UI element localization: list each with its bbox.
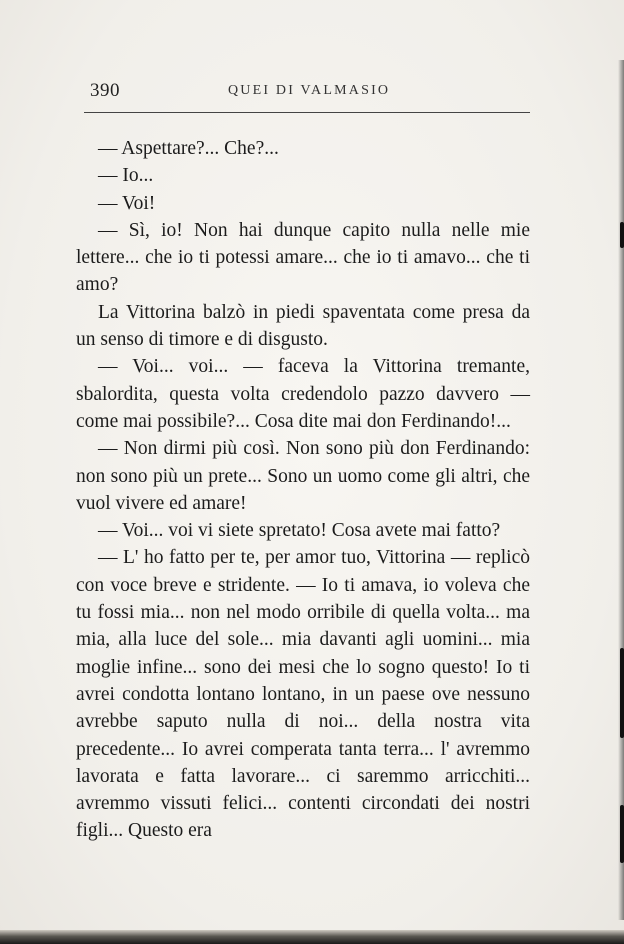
paragraph: La Vittorina balzò in piedi spaventata come presa da un senso di timore e di disgusto. xyxy=(76,301,530,351)
running-title: QUEI DI VALMASIO xyxy=(228,83,391,98)
paragraph: — Non dirmi più così. Non sono più don Ferdinando: non sono più un prete... Sono un uomo come gli altri, che vuol vivere ed amare! xyxy=(76,438,530,514)
scan-bottom-edge xyxy=(0,930,624,944)
paragraph: — Voi! xyxy=(98,192,156,214)
margin-ink-mark xyxy=(620,222,624,248)
paragraph: — Aspettare?... Che?... xyxy=(98,138,279,159)
paragraph: — L' ho fatto per te, per amor tuo, Vittorina — replicò con voce breve e stridente. — Io ti amava, io voleva che tu fossi mia... non nel modo orribile di quella volta... ma mia, alla luce del sole... mia davanti agli uomini... mia moglie infine... sono dei mesi che lo sogno questo! Io ti avrei condotta lontano lontano, in un paese ove nessuno avrebbe saputo nulla di noi... della nostra vita precedente... Io avrei comperata tanta terra... l' avremmo lavorata e fatta lavorare... ci saremmo arricchiti... avremmo vissuti felici... contenti circondati dei nostri figli... Questo era xyxy=(76,547,530,842)
paragraph: — Io... xyxy=(98,165,154,187)
paragraph: — Voi... voi vi siete spretato! Cosa avete mai fatto? xyxy=(98,520,501,542)
paragraph: — Sì, io! Non hai dunque capito nulla nelle mie lettere... che io ti potessi amare... che io ti amavo... che ti amo? xyxy=(76,219,530,296)
margin-ink-mark xyxy=(620,805,624,863)
page-header xyxy=(90,80,530,104)
page-number: 390 xyxy=(90,80,120,101)
page-edge-shadow xyxy=(618,60,624,920)
header-rule xyxy=(84,112,530,113)
paragraph: — Voi... voi... — faceva la Vittorina tremante, sbalordita, questa volta credendolo pazzo davvero — come mai possibile?... Cosa dite mai don Ferdinando!... xyxy=(76,356,530,432)
margin-ink-mark xyxy=(620,648,624,738)
body-text xyxy=(76,135,530,845)
